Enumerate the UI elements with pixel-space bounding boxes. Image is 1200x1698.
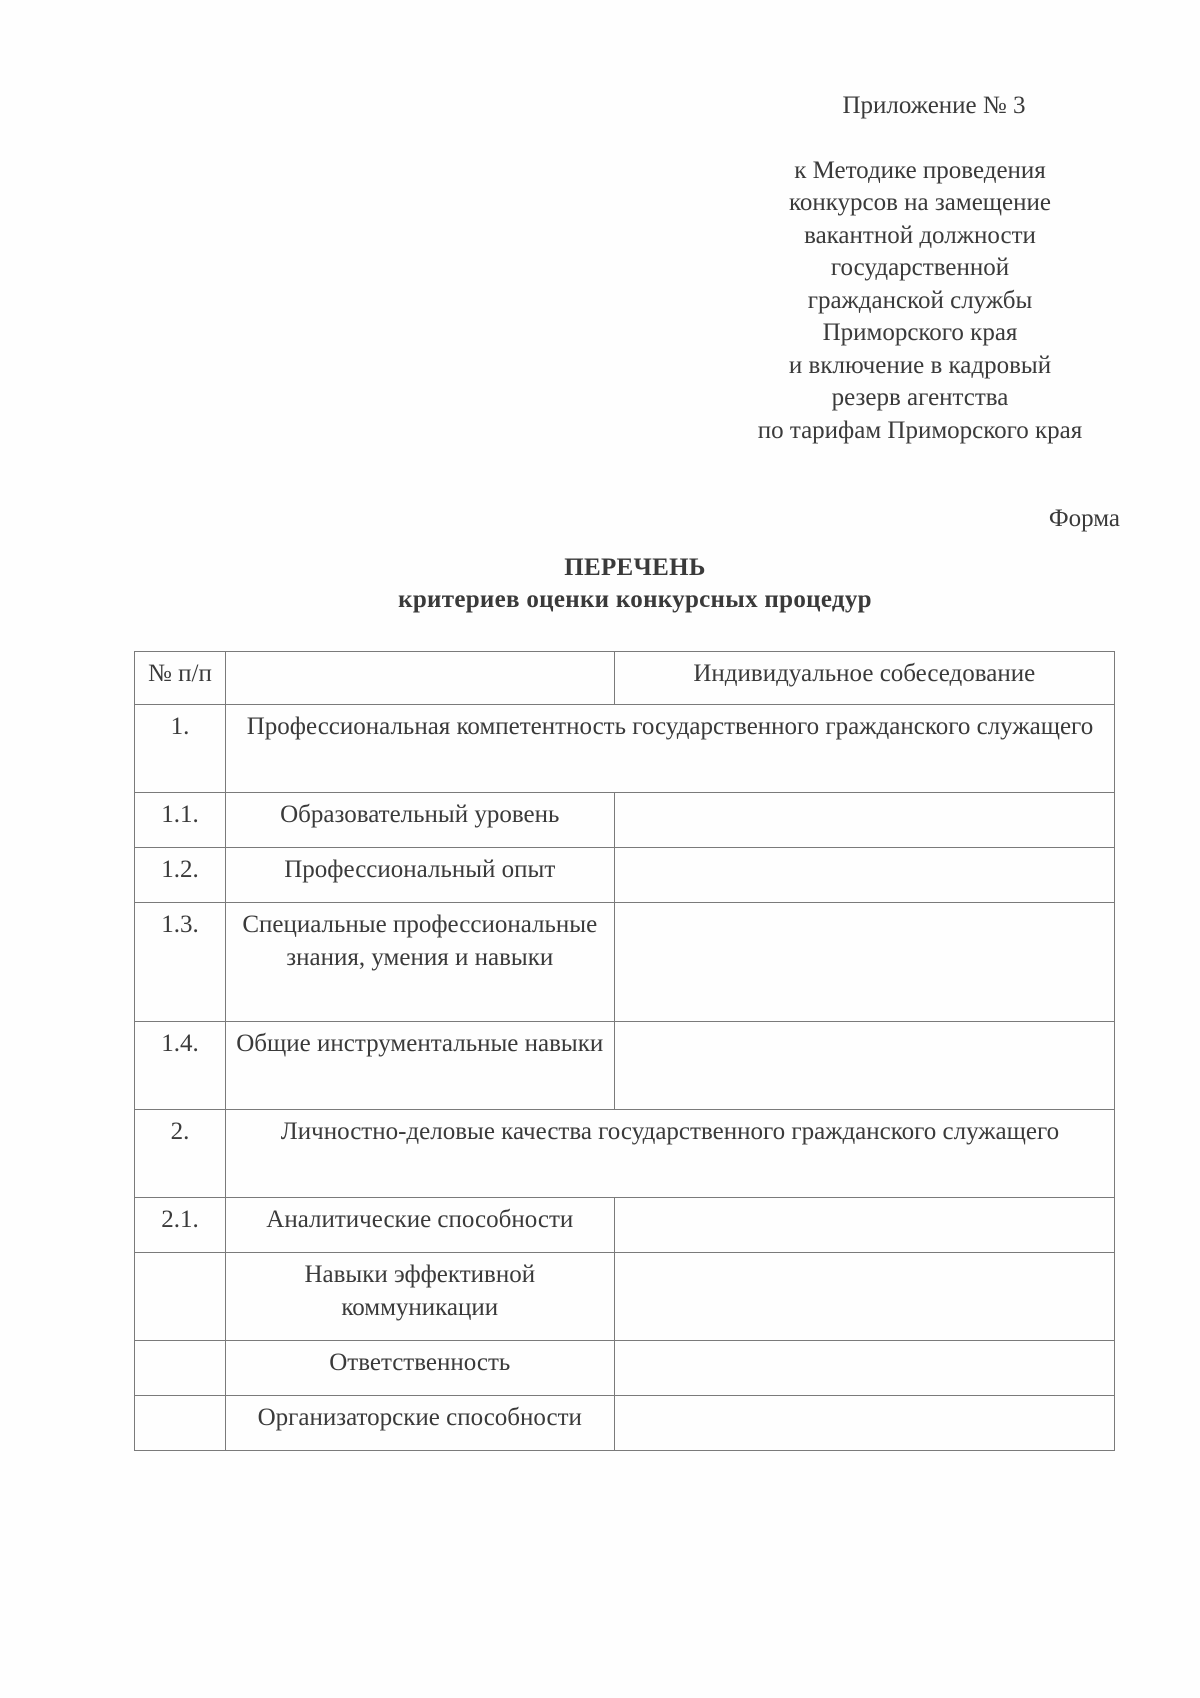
appendix-block xyxy=(700,90,1140,447)
appendix-line: к Методике проведения xyxy=(794,156,1046,184)
row-evaluation-cell xyxy=(614,848,1114,903)
row-evaluation-cell xyxy=(614,1022,1114,1110)
row-evaluation-cell xyxy=(614,793,1114,848)
table-row xyxy=(135,1341,1115,1396)
header-criterion xyxy=(225,652,614,705)
table-row xyxy=(135,848,1115,903)
row-criterion: Навыки эффективной коммуникации xyxy=(225,1253,614,1341)
row-num xyxy=(135,1396,226,1451)
table-row xyxy=(135,1110,1115,1198)
table-header-row xyxy=(135,652,1115,705)
appendix-line: государственной xyxy=(830,254,1010,281)
row-criterion: Аналитические способности xyxy=(225,1198,614,1253)
form-label: Форма xyxy=(1048,505,1120,532)
row-criterion: Профессиональный опыт xyxy=(225,848,614,903)
row-criterion: Организаторские способности xyxy=(225,1396,614,1451)
row-num: 1. xyxy=(135,705,226,793)
row-group-text: Личностно-деловые качества государственного гражданского служащего xyxy=(225,1110,1114,1198)
appendix-line: гражданской службы xyxy=(807,286,1033,314)
table-row xyxy=(135,1022,1115,1110)
table-row xyxy=(135,1198,1115,1253)
header-evaluation: Индивидуальное собеседование xyxy=(614,652,1114,705)
row-evaluation-cell xyxy=(614,1198,1114,1253)
row-evaluation-cell xyxy=(614,1341,1114,1396)
row-evaluation-cell xyxy=(614,1396,1114,1451)
row-group-text: Профессиональная компетентность государственного гражданского служащего xyxy=(225,705,1114,793)
appendix-line: и включение в кадровый xyxy=(788,351,1052,379)
row-criterion: Образовательный уровень xyxy=(225,793,614,848)
row-num: 1.1. xyxy=(135,793,226,848)
title-sub: критериев оценки конкурсных процедур xyxy=(398,586,872,613)
row-criterion: Общие инструментальные навыки xyxy=(225,1022,614,1110)
row-num: 1.3. xyxy=(135,903,226,1022)
appendix-line: по тарифам Приморского края xyxy=(757,416,1083,444)
row-evaluation-cell xyxy=(614,1253,1114,1341)
appendix-line: конкурсов на замещение xyxy=(788,189,1051,216)
criteria-table xyxy=(134,651,1115,1451)
row-num: 2.1. xyxy=(135,1198,226,1253)
table-row xyxy=(135,1253,1115,1341)
appendix-number: Приложение № 3 xyxy=(842,92,1026,119)
table-row xyxy=(135,793,1115,848)
row-evaluation-cell xyxy=(614,903,1114,1022)
header-num: № п/п xyxy=(135,652,226,705)
appendix-line: резерв агентства xyxy=(831,384,1009,411)
table-row xyxy=(135,1396,1115,1451)
row-num: 1.2. xyxy=(135,848,226,903)
row-criterion: Ответственность xyxy=(225,1341,614,1396)
document-title xyxy=(0,552,1200,616)
appendix-line: вакантной должности xyxy=(804,221,1036,249)
table-row xyxy=(135,705,1115,793)
row-num: 1.4. xyxy=(135,1022,226,1110)
appendix-line: Приморского края xyxy=(822,319,1018,346)
title-main: ПЕРЕЧЕНЬ xyxy=(564,554,706,581)
row-num: 2. xyxy=(135,1110,226,1198)
table-row xyxy=(135,903,1115,1022)
row-criterion: Специальные профессиональные знания, умения и навыки xyxy=(225,903,614,1022)
row-num xyxy=(135,1253,226,1341)
row-num xyxy=(135,1341,226,1396)
